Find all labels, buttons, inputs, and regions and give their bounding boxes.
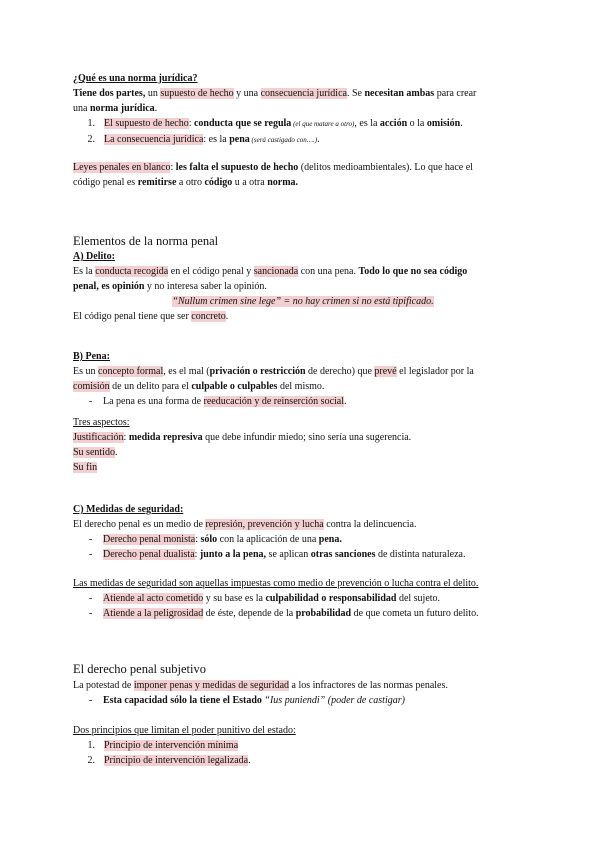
dash-item: - Derecho penal dualista: junto a la pena, se aplican otras sanciones de distinta naturaleza.: [89, 549, 466, 560]
paragraph-line: Su sentido.: [73, 447, 118, 458]
paragraph-line: Es la conducta recogida en el código penal y sancionada con una pena. Todo lo que no sea código: [73, 266, 468, 277]
definition-line: Las medidas de seguridad son aquellas impuestas como medio de prevención o lucha contra el delito.: [73, 578, 479, 589]
paragraph-line: El derecho penal es un medio de represión, prevención y lucha contra la delincuencia.: [73, 519, 417, 530]
dash-item: - Esta capacidad sólo la tiene el Estado “Ius puniendi” (poder de castigar): [89, 695, 405, 706]
leyes-penales-paragraph: [73, 160, 533, 190]
norma-juridica-section: [73, 71, 533, 148]
latin-quote: “Nullum crimen sine lege” = no hay crimen si no está tipificado.: [172, 296, 434, 307]
numbered-item: 2. La consecuencia jurídica: es la pena (será castigado con….).: [87, 134, 320, 145]
paragraph-line: Leyes penales en blanco: les falta el supuesto de hecho (delitos medioambientales). Lo que hace el: [73, 162, 473, 173]
tres-aspectos-block: [73, 415, 533, 475]
paragraph-line: código penal es remitirse a otro código u a otra norma.: [73, 177, 299, 188]
dash-item: - Atiende a la peligrosidad de éste, depende de la probabilidad de que cometa un futuro delito.: [89, 608, 479, 619]
subsection-title: B) Pena:: [73, 351, 110, 362]
derecho-subjetivo-section: [73, 661, 533, 677]
numbered-item: 1. Principio de intervención mínima: [87, 740, 239, 751]
paragraph-line: Es un concepto formal, es el mal (privación o restricción de derecho) que prevé el legislador por la: [73, 366, 474, 377]
paragraph-line: comisión de un delito para el culpable o culpables del mismo.: [73, 381, 325, 392]
paragraph-line: penal, es opinión y no interesa saber la opinión.: [73, 281, 267, 292]
derecho-subjetivo-body: [73, 678, 533, 708]
dash-item: - Derecho penal monista: sólo con la aplicación de una pena.: [89, 534, 342, 545]
paragraph-line: Tiene dos partes, un supuesto de hecho y una consecuencia jurídica. Se necesitan ambas para crear: [73, 88, 477, 99]
section-title: ¿Qué es una norma jurídica?: [73, 73, 198, 84]
paragraph-line: una norma jurídica.: [73, 103, 158, 114]
paragraph-line: Su fin: [73, 462, 98, 473]
principios-block: [73, 723, 533, 768]
dash-item: - La pena es una forma de reeducación y de reinserción social.: [89, 396, 347, 407]
paragraph-line: La potestad de imponer penas y medidas de seguridad a los infractores de las normas penales.: [73, 680, 448, 691]
list-heading: Tres aspectos:: [73, 417, 130, 428]
list-heading: Dos principios que limitan el poder punitivo del estado:: [73, 725, 296, 736]
section-heading: Elementos de la norma penal: [73, 234, 219, 248]
paragraph-line: El código penal tiene que ser concreto.: [73, 311, 229, 322]
elementos-section: [73, 233, 533, 249]
numbered-item: 1. El supuesto de hecho: conducta que se regula (el que matare a otro), es la acción o la omisión.: [87, 118, 463, 129]
pena-block: [73, 349, 533, 409]
paragraph-line: Justificación: medida represiva que debe infundir miedo; sino sería una sugerencia.: [73, 432, 412, 443]
dash-item: - Atiende al acto cometido y su base es la culpabilidad o responsabilidad del sujeto.: [89, 593, 441, 604]
medidas-block: [73, 502, 533, 562]
section-heading: El derecho penal subjetivo: [73, 662, 206, 676]
medidas-definicion-block: [73, 576, 533, 621]
subsection-title: A) Delito:: [73, 251, 115, 262]
subsection-title: C) Medidas de seguridad:: [73, 504, 184, 515]
delito-block: [73, 249, 533, 324]
numbered-item: 2. Principio de intervención legalizada.: [87, 755, 251, 766]
